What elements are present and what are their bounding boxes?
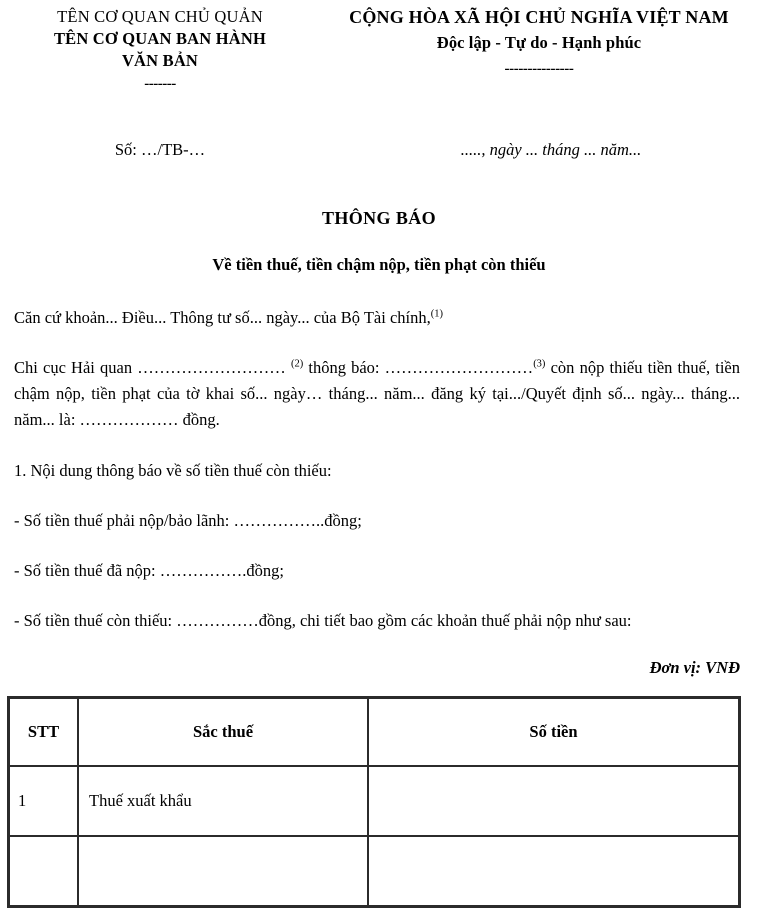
- parent-authority-name: TÊN CƠ QUAN CHỦ QUẢN: [57, 7, 263, 26]
- notice-text-part-b: thông báo: ………………………: [303, 358, 534, 378]
- table-header: [9, 698, 739, 766]
- table-header-row: [9, 698, 739, 766]
- cell-stt: [9, 836, 78, 906]
- legal-basis-paragraph: [14, 305, 740, 331]
- footnote-marker-3: (3): [533, 358, 546, 370]
- column-header-stt: STT: [9, 698, 78, 766]
- table-body: [9, 766, 739, 906]
- document-title: THÔNG BÁO: [321, 208, 437, 229]
- national-heading-block: [320, 6, 758, 77]
- amount-table-wrapper: [0, 696, 758, 908]
- notice-text-part-a: Chi cục Hải quan ………………………: [14, 358, 291, 378]
- table-row: [9, 766, 739, 836]
- tax-outstanding-item: - Số tiền thuế còn thiếu: ……………đồng, chi tiết bao gồm các khoản thuế phải nộp như sau:: [14, 610, 632, 630]
- document-masthead: [0, 0, 758, 92]
- cell-stt: 1: [9, 766, 78, 836]
- tax-amount-table: [7, 696, 741, 908]
- cell-amount: [368, 836, 739, 906]
- table-row: [9, 836, 739, 906]
- cell-tax-type: [78, 836, 368, 906]
- section-1-heading: 1. Nội dung thông báo về số tiền thuế còn thiếu:: [14, 460, 332, 480]
- national-title: CỘNG HÒA XÃ HỘI CHỦ NGHĨA VIỆT NAM: [349, 7, 729, 27]
- document-date-place: ....., ngày ... tháng ... năm...: [460, 140, 642, 160]
- notice-paragraph: [14, 355, 740, 433]
- document-meta-row: [0, 140, 758, 160]
- issuing-authority-name-line2: VĂN BẢN: [121, 50, 199, 70]
- notice-text-part-c: còn nộp thiếu tiền thuế, tiền chậm nộp, tiền phạt của tờ khai số... ngày… tháng... năm... đăng ký tại.../Quyết định số... ngày... tháng... năm... là: ……………… đồng.: [14, 358, 740, 430]
- document-body: [0, 305, 758, 634]
- issuing-authority-name-line1: TÊN CƠ QUAN BAN HÀNH: [53, 28, 267, 48]
- tax-paid-item: - Số tiền thuế đã nộp: …………….đồng;: [14, 560, 284, 580]
- legal-basis-text: Căn cứ khoản... Điều... Thông tư số... ngày... của Bộ Tài chính,: [14, 308, 431, 328]
- footnote-marker-1: (1): [430, 308, 443, 320]
- column-header-tax-type: Sắc thuế: [78, 698, 368, 766]
- national-motto: Độc lập - Tự do - Hạnh phúc: [436, 32, 642, 52]
- national-divider-rule: ---------------: [504, 60, 574, 77]
- authority-divider-rule: -------: [144, 76, 176, 93]
- document-number: Số: …/TB-…: [114, 140, 206, 160]
- footnote-marker-2: (2): [290, 358, 304, 370]
- cell-amount: [368, 766, 739, 836]
- issuing-authority-block: [0, 6, 320, 92]
- currency-unit-label: Đơn vị: VNĐ: [649, 657, 740, 677]
- cell-tax-type: Thuế xuất khẩu: [78, 766, 368, 836]
- column-header-amount: Số tiền: [368, 698, 739, 766]
- tax-payable-item: - Số tiền thuế phải nộp/bảo lãnh: ……………..đồng;: [14, 510, 362, 530]
- document-subtitle: Về tiền thuế, tiền chậm nộp, tiền phạt còn thiếu: [212, 255, 546, 275]
